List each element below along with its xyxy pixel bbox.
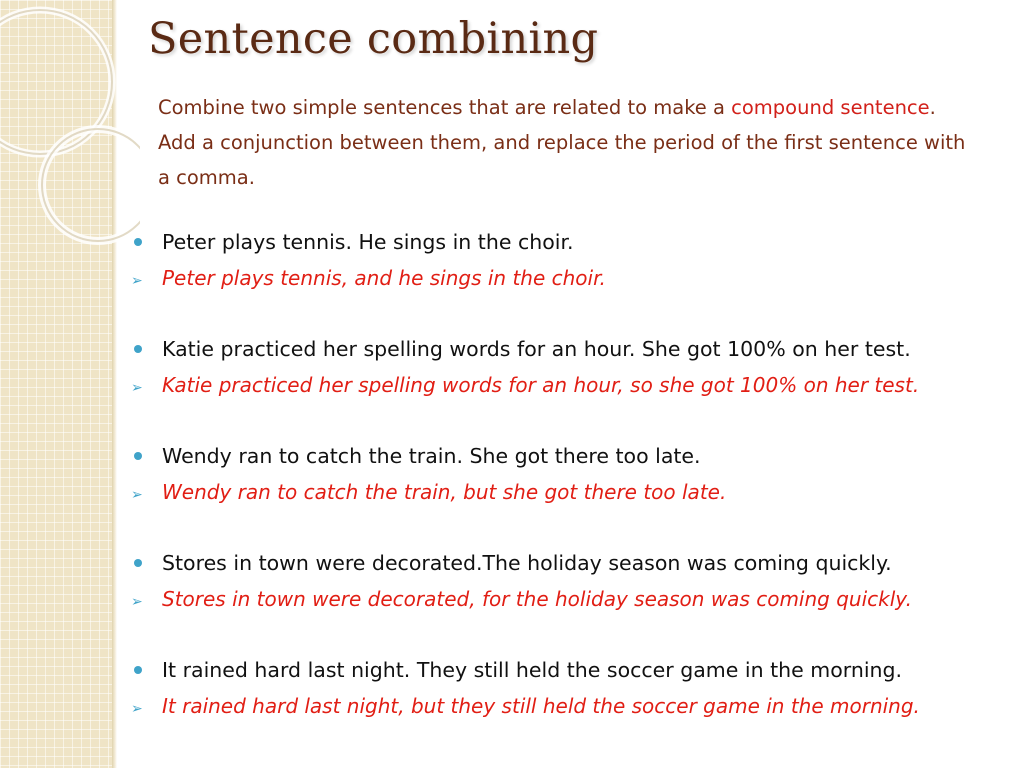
sentence-pair [130,551,1020,623]
compound-sentence-row [130,694,1020,730]
arrowhead-icon: ➢ [131,380,143,396]
bullet-dot-icon [134,666,142,674]
arrowhead-icon: ➢ [131,701,143,717]
simple-sentence-row [130,444,1020,480]
simple-sentence-row [130,658,1020,694]
sentence-pair [130,337,1020,409]
simple-sentence-row [130,551,1020,587]
compound-sentence: Katie practiced her spelling words for an hour, so she got 100% on her test. [162,373,920,397]
arrowhead-icon: ➢ [131,273,143,289]
bullet-dot-icon [134,559,142,567]
bullet-dot-icon [134,238,142,246]
intro-text-start: Combine two simple sentences that are related to make a [158,96,732,119]
sentence-pair [130,230,1020,302]
intro-highlight-sentence: sentence [840,96,930,119]
compound-sentence: It rained hard last night, but they still held the soccer game in the morning. [162,694,920,718]
arrowhead-icon: ➢ [131,487,143,503]
simple-sentence-row [130,230,1020,266]
compound-sentence-row [130,480,1020,516]
simple-sentence: Wendy ran to catch the train. She got there too late. [162,444,701,468]
compound-sentence-row [130,266,1020,302]
bullet-dot-icon [134,452,142,460]
compound-sentence: Wendy ran to catch the train, but she got there too late. [162,480,727,504]
decorative-rings [0,0,140,260]
bullet-dot-icon [134,345,142,353]
simple-sentence: Stores in town were decorated.The holiday season was coming quickly. [162,551,892,575]
compound-sentence: Stores in town were decorated, for the holiday season was coming quickly. [162,587,912,611]
compound-sentence-row [130,373,1020,409]
simple-sentence: Katie practiced her spelling words for an hour. She got 100% on her test. [162,337,911,361]
sentence-pair [130,658,1020,730]
page-title: Sentence combining [148,14,599,64]
sentence-pair [130,444,1020,516]
simple-sentence-row [130,337,1020,373]
arrowhead-icon: ➢ [131,594,143,610]
intro-highlight-compound: compound [731,96,835,119]
simple-sentence: It rained hard last night. They still held the soccer game in the morning. [162,658,903,682]
intro-paragraph [158,90,978,195]
sentence-list [130,230,1020,765]
compound-sentence: Peter plays tennis, and he sings in the choir. [162,266,606,290]
simple-sentence: Peter plays tennis. He sings in the choir. [162,230,574,254]
intro-text-end: . Add a conjunction between them, and replace the period of the first sentence with a comma. [158,96,966,189]
compound-sentence-row [130,587,1020,623]
